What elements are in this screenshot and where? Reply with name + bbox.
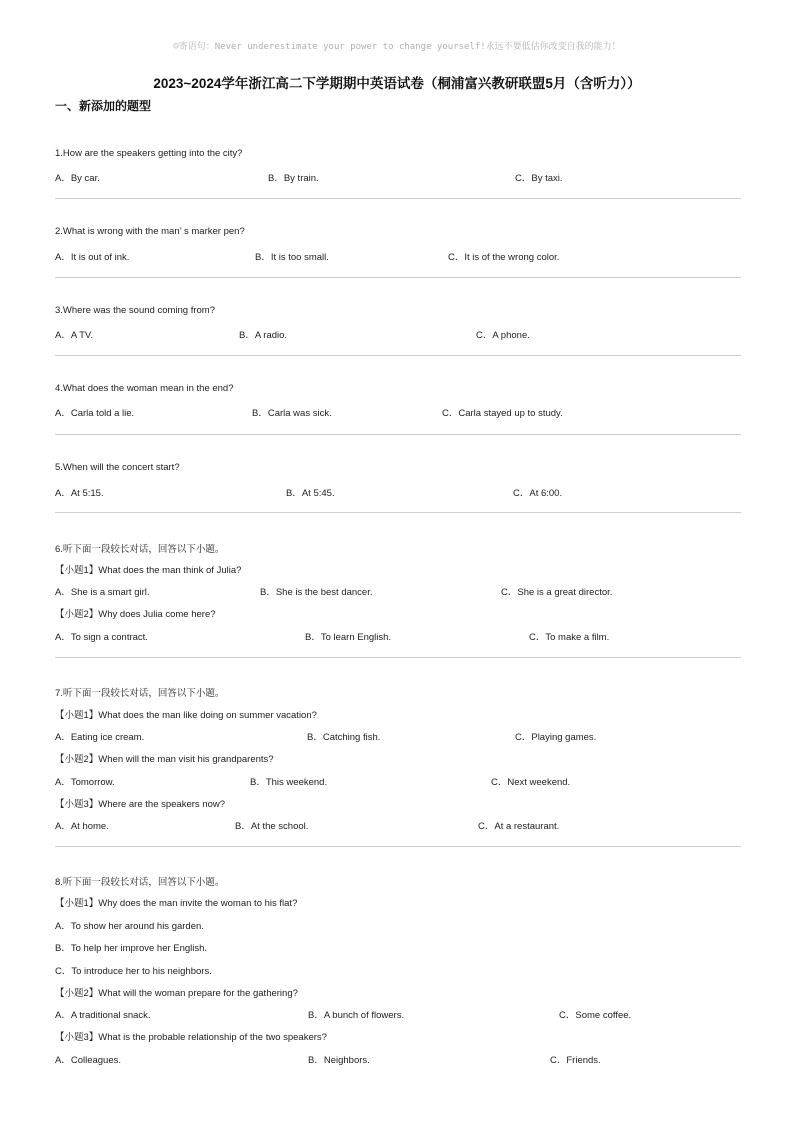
question-divider [55, 277, 741, 278]
option-b: B．At 5:45. [286, 488, 335, 499]
option-c: C．Carla stayed up to study. [442, 408, 563, 419]
question-divider [55, 434, 741, 435]
question-divider [55, 198, 741, 199]
question-stem: 1.How are the speakers getting into the city? [55, 148, 243, 159]
option-b: B．Neighbors. [308, 1055, 370, 1066]
question-stem: 4.What does the woman mean in the end? [55, 383, 234, 394]
question-divider [55, 355, 741, 356]
option-c: C．Playing games. [515, 732, 597, 743]
question-divider [55, 512, 741, 513]
sub-question-stem: 【小题3】What is the probable relationship of the two speakers? [55, 1032, 327, 1043]
option-c: C．By taxi. [515, 173, 563, 184]
option-c: C．Next weekend. [491, 777, 571, 788]
option-c: C．To introduce her to his neighbors. [55, 966, 212, 977]
option-b: B．To learn English. [305, 632, 392, 643]
option-a: A．At 5:15. [55, 488, 104, 499]
sub-question-stem: 【小题2】When will the man visit his grandparents? [55, 754, 274, 765]
option-b: B．This weekend. [250, 777, 328, 788]
question-stem: 5.When will the concert start? [55, 462, 180, 473]
exam-title: 2023~2024学年浙江高二下学期期中英语试卷（桐浦富兴教研联盟5月（含听力）） [153, 76, 641, 91]
sub-question-stem: 【小题2】Why does Julia come here? [55, 609, 216, 620]
option-b: B．A bunch of flowers. [308, 1010, 405, 1021]
question-stem: 6.听下面一段较长对话，回答以下小题。 [55, 544, 225, 555]
sub-question-stem: 【小题1】What does the man think of Julia? [55, 565, 242, 576]
option-a: A．At home. [55, 821, 109, 832]
option-a: A．To show her around his garden. [55, 921, 204, 932]
sub-question-stem: 【小题2】What will the woman prepare for the gathering? [55, 988, 298, 999]
option-c: C．She is a great director. [501, 587, 613, 598]
option-b: B．She is the best dancer. [260, 587, 373, 598]
question-divider [55, 657, 741, 658]
option-b: B．Carla was sick. [252, 408, 332, 419]
section-heading: 一、新添加的题型 [55, 99, 152, 113]
sub-question-stem: 【小题3】Where are the speakers now? [55, 799, 226, 810]
option-a: A．Tomorrow. [55, 777, 115, 788]
question-stem: 8.听下面一段较长对话，回答以下小题。 [55, 877, 225, 888]
option-b: B．A radio. [239, 330, 288, 341]
question-divider [55, 846, 741, 847]
option-c: C．At 6:00. [513, 488, 563, 499]
question-stem: 3.Where was the sound coming from? [55, 305, 215, 316]
option-b: B．By train. [268, 173, 319, 184]
option-a: A．Carla told a lie. [55, 408, 135, 419]
option-c: C．It is of the wrong color. [448, 252, 560, 263]
option-b: B．To help her improve her English. [55, 943, 208, 954]
option-b: B．Catching fish. [307, 732, 381, 743]
sub-question-stem: 【小题1】What does the man like doing on summer vacation? [55, 710, 317, 721]
question-stem: 2.What is wrong with the man’ s marker pen? [55, 226, 245, 237]
option-a: A．Eating ice cream. [55, 732, 145, 743]
option-b: B．At the school. [235, 821, 309, 832]
option-a: A．To sign a contract. [55, 632, 148, 643]
option-c: C．Some coffee. [559, 1010, 632, 1021]
option-b: B．It is too small. [255, 252, 329, 263]
option-a: A．Colleagues. [55, 1055, 122, 1066]
option-c: C．To make a film. [529, 632, 610, 643]
option-a: A．It is out of ink. [55, 252, 130, 263]
option-a: A．She is a smart girl. [55, 587, 150, 598]
sub-question-stem: 【小题1】Why does the man invite the woman to his flat? [55, 898, 298, 909]
option-a: A．By car. [55, 173, 100, 184]
option-c: C．A phone. [476, 330, 530, 341]
motto-banner: ☺寄语句：Never underestimate your power to change yourself!永远不要低估你改变自我的能力！ [173, 42, 621, 52]
option-c: C．At a restaurant. [478, 821, 560, 832]
option-a: A．A traditional snack. [55, 1010, 151, 1021]
question-stem: 7.听下面一段较长对话，回答以下小题。 [55, 688, 225, 699]
option-a: A．A TV. [55, 330, 94, 341]
option-c: C．Friends. [550, 1055, 601, 1066]
